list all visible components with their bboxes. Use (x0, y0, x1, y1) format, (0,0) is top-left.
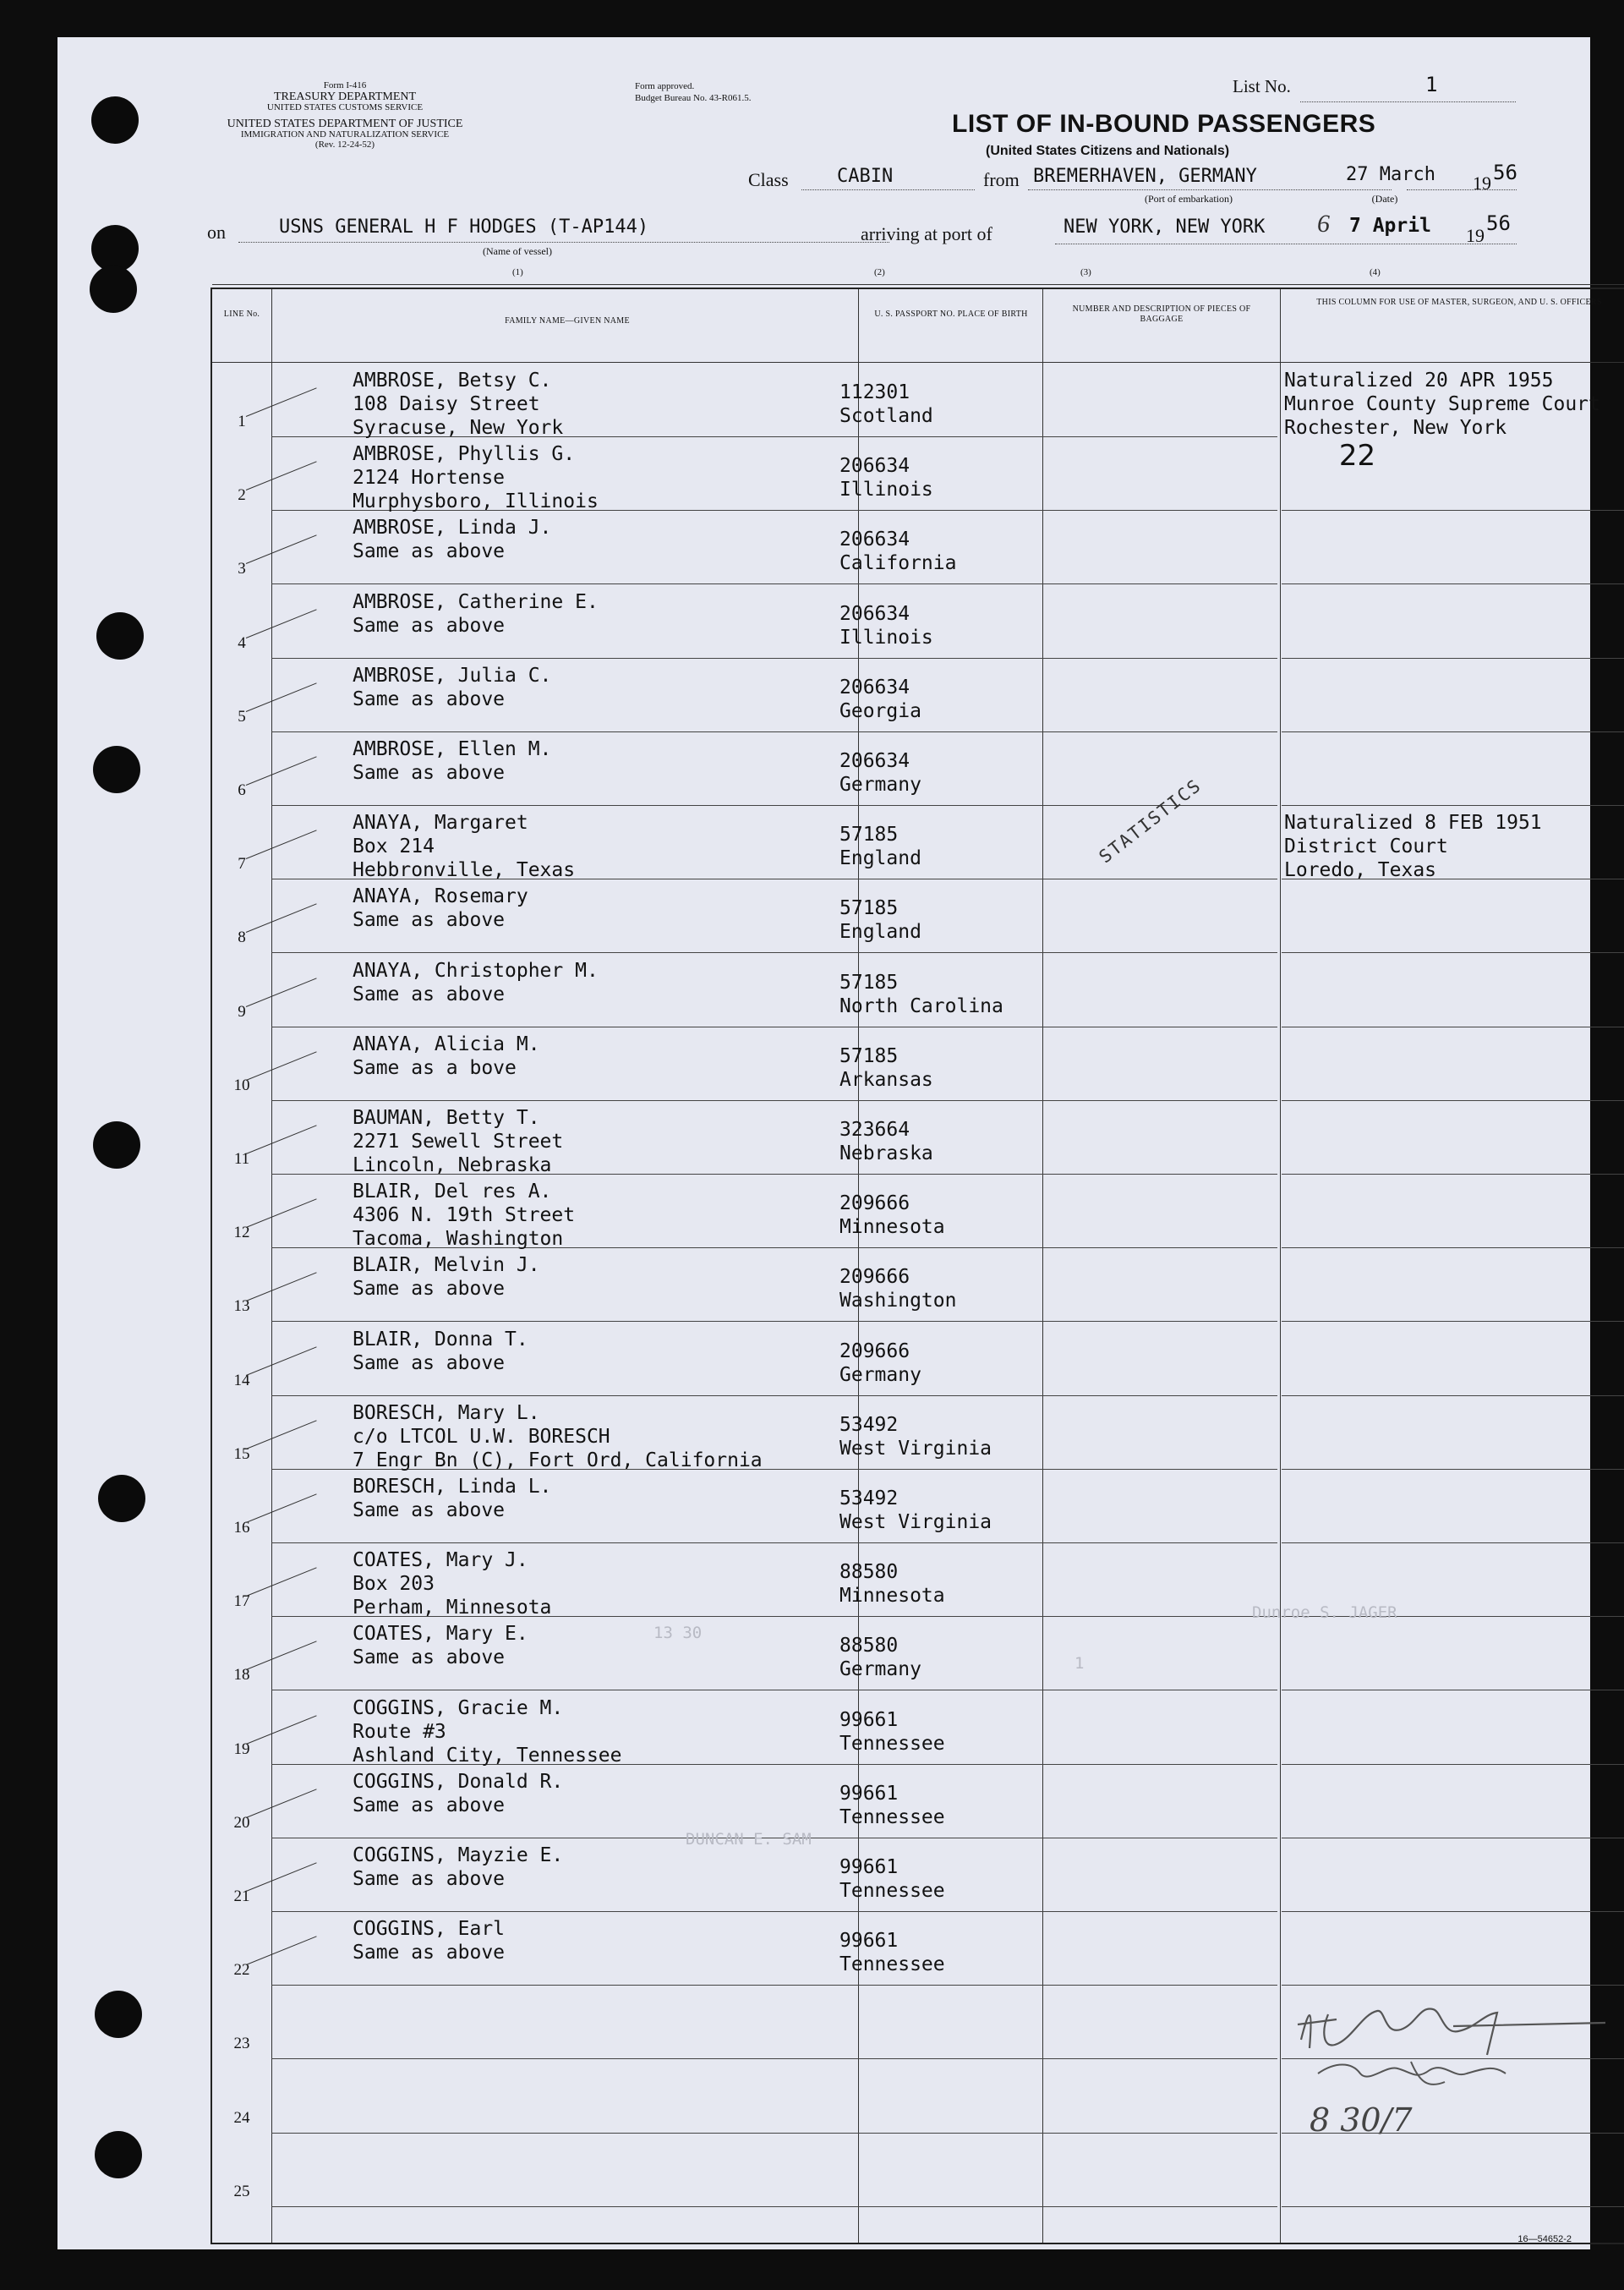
passenger-name: ANAYA, Christopher M. Same as above (353, 959, 599, 1005)
statistics-stamp: STATISTICS (1095, 775, 1206, 868)
officer-remarks: Naturalized 8 FEB 1951 District Court Loredo, Texas (1284, 812, 1542, 882)
line-number: 4 (238, 633, 246, 652)
from-label: from (983, 169, 1020, 190)
passport-and-birthplace: 53492 West Virginia (839, 1487, 992, 1533)
col-num-4: (4) (1370, 267, 1381, 277)
port-of-embarkation: BREMERHAVEN, GERMANY (1033, 166, 1257, 187)
passport-and-birthplace: 57185 England (839, 824, 921, 870)
passport-and-birthplace: 206634 California (839, 529, 957, 575)
line-number: 10 (233, 1076, 250, 1094)
line-number: 12 (233, 1224, 250, 1242)
line-number: 11 (233, 1150, 250, 1168)
table-row (212, 585, 1624, 659)
vessel-name: USNS GENERAL H F HODGES (T-AP144) (279, 216, 649, 238)
passenger-name: AMBROSE, Catherine E. Same as above (353, 590, 599, 637)
port-embark-caption: (Port of embarkation) (1145, 193, 1233, 205)
table-row (212, 954, 1624, 1027)
passport-and-birthplace: 99661 Tennessee (839, 1782, 945, 1828)
passport-and-birthplace: 99661 Tennessee (839, 1856, 945, 1902)
table-row (212, 1912, 1624, 1986)
line-number: 13 (233, 1297, 250, 1316)
form-agency-block (184, 81, 506, 151)
line-number: 22 (233, 1961, 250, 1980)
table-row (212, 659, 1624, 732)
table-row (212, 364, 1624, 437)
table-row (212, 1175, 1624, 1251)
passport-and-birthplace: 209666 Germany (839, 1339, 921, 1386)
binder-hole-icon (91, 96, 139, 144)
line-number: 7 (238, 855, 246, 874)
passenger-name: COGGINS, Donald R. Same as above (353, 1770, 564, 1816)
line-number: 17 (233, 1592, 250, 1611)
binder-hole-icon (93, 746, 140, 793)
binder-hole-icon (93, 1121, 140, 1169)
passport-and-birthplace: 323664 Nebraska (839, 1119, 933, 1164)
col-header-name: FAMILY NAME—GIVEN NAME (505, 316, 630, 326)
line-number: 25 (233, 2182, 250, 2200)
passenger-name: ANAYA, Margaret Box 214 Hebbronville, Texas (353, 812, 576, 882)
col-header-passport: U. S. PASSPORT NO. PLACE OF BIRTH (874, 310, 1028, 319)
line-number: 6 (238, 781, 246, 799)
class-label: Class (748, 169, 789, 190)
line-number: 18 (233, 1666, 250, 1685)
table-row (212, 732, 1624, 806)
table-row (212, 1543, 1624, 1617)
table-row (212, 1838, 1624, 1912)
passenger-name: COATES, Mary E. Same as above (353, 1623, 528, 1669)
budget-bureau-no: Budget Bureau No. 43-R061.5. (635, 93, 752, 103)
table-row (212, 1765, 1624, 1838)
passport-and-birthplace: 88580 Germany (839, 1635, 921, 1681)
col-header-baggage: NUMBER AND DESCRIPTION OF PIECES OF BAGGAGE (1072, 304, 1251, 324)
passenger-name: BLAIR, Donna T. Same as above (353, 1328, 528, 1374)
embark-year-prefix: 19 (1473, 173, 1491, 194)
officer-remarks: 22 (1284, 439, 1376, 474)
binder-hole-icon (98, 1475, 145, 1522)
line-number: 3 (238, 560, 246, 578)
justice-dept: UNITED STATES DEPARTMENT OF JUSTICE (227, 117, 463, 130)
passport-and-birthplace: 53492 West Virginia (839, 1413, 992, 1460)
line-number: 16 (233, 1519, 250, 1537)
treasury-dept: TREASURY DEPARTMENT (273, 90, 417, 103)
line-number: 9 (238, 1002, 246, 1021)
line-number: 20 (233, 1813, 250, 1832)
class-value: CABIN (837, 166, 894, 187)
revision-date: (Rev. 12-24-52) (314, 140, 375, 151)
binder-hole-icon (95, 2131, 142, 2178)
line-number: 2 (238, 486, 246, 505)
passport-and-birthplace: 206634 Illinois (839, 602, 933, 649)
list-no-label: List No. (1233, 76, 1291, 96)
passenger-name: AMBROSE, Ellen M. Same as above (353, 738, 552, 784)
passenger-name: BLAIR, Melvin J. Same as above (353, 1254, 540, 1301)
table-row (212, 1617, 1624, 1690)
passport-and-birthplace: 57185 Arkansas (839, 1044, 933, 1091)
passenger-name: AMBROSE, Julia C. Same as above (353, 664, 552, 710)
passport-and-birthplace: 209666 Minnesota (839, 1192, 945, 1239)
passport-and-birthplace: 206634 Georgia (839, 676, 921, 722)
table-row (212, 1470, 1624, 1543)
form-number: Form I-416 (323, 80, 367, 90)
table-row (212, 806, 1624, 882)
document-page (57, 37, 1602, 2249)
col-header-line-no: LINE No. (223, 310, 260, 319)
port-of-arrival: NEW YORK, NEW YORK (1064, 216, 1266, 238)
line-number: 23 (233, 2035, 250, 2053)
passenger-name: AMBROSE, Phyllis G. 2124 Hortense Murphysboro, Illinois (353, 443, 599, 513)
col-header-officers: THIS COLUMN FOR USE OF MASTER, SURGEON, AND U. S. OFFICERS (1316, 298, 1602, 307)
date-caption: (Date) (1371, 193, 1398, 205)
embark-year: 56 (1493, 161, 1517, 184)
page-title: LIST OF IN-BOUND PASSENGERS (952, 110, 1376, 138)
table-row (212, 1027, 1624, 1101)
on-label: on (207, 222, 226, 243)
passenger-table: LINE No. FAMILY NAME—GIVEN NAME U. S. PASSPORT NO. PLACE OF BIRTH NUMBER AND DESCRIPTION OF PIECES OF BAGGAGE THIS COLUMN FOR USE OF MASTER, SURGEON, AND U. S. OFFICERS 1 AMBROSE, Betsy C. 108 Daisy Street Syracuse, New York 112301 Scotland Naturalized 20 APR 1955 Munroe County Supreme Court Rochester, New York 2 AMBROSE, Phyllis G. 2124 Hortense Murphysboro, Illinois 206634 Illinois 22 3 AMBROSE, Linda J. Same as above 206634 California 4 AMBROSE, Catherine E. Same as above 206634 Illinois 5 AMBROSE, Julia C. Same as above 206634 Georgia 6 AMBROSE, Ellen M. Same as above 206634 Germany 7 ANAYA, Margaret Box 214 Hebbronville, Texas 57185 England Naturalized 8 FEB 1951 District Court Loredo, Texas 8 ANAYA, Rosemary Same as above 57185 England 9 ANAYA, Christopher M. Same as above 57185 North Carolina 10 ANAYA, Alicia M. Same as a bove 57185 Arkansas 11 BAUMAN, Betty T. 2271 Sewell Street Lincoln, Nebraska 323664 Nebraska 12 BLAIR, Del res A. 4306 N. 19th Street Tacoma, Washington 209666 Minnesota 13 BLAIR, Melvin J. Same as above 209666 Washington 14 BLAIR, Donna T. Same as above 209666 Germany 15 BORESCH, Mary L. c/o LTCOL U.W. BORESCH 7 Engr Bn (C), Fort Ord, California 53492 West Virginia 16 BORESCH, Linda L. Same as above 53492 West Virginia 17 COATES, Mary J. Box 203 Perham, Minnesota 88580 Minnesota 18 COATES, Mary E. Same as above 88580 Germany 19 COGGINS, Gracie M. Route #3 Ashland City, Tennessee 99661 Tennessee 20 COGGINS, Donald R. Same as above 99661 Tennessee 21 COGGINS, Mayzie E. Same as above 99661 Tennessee 22 COGGINS, Earl Same as above 99661 Tennessee 23 24 25 STATISTICS Dunroe S. JAGER 1 13 30 DUNCAN E. SAM 8 30/7 (211, 288, 1624, 2244)
line-number: 24 (233, 2108, 250, 2127)
col-num-1: (1) (512, 267, 523, 277)
arrival-hand-mark: 6 (1317, 210, 1330, 238)
line-number: 8 (238, 929, 246, 947)
passenger-name: BORESCH, Linda L. Same as above (353, 1476, 552, 1521)
passport-and-birthplace: 57185 North Carolina (839, 971, 1003, 1017)
officer-remarks: Naturalized 20 APR 1955 Munroe County Supreme Court Rochester, New York (1284, 370, 1600, 439)
table-row (212, 437, 1624, 511)
line-number: 15 (233, 1444, 250, 1463)
table-row (212, 1323, 1624, 1396)
passport-and-birthplace: 57185 England (839, 897, 921, 944)
arrival-date: 7 April (1349, 215, 1431, 237)
passport-and-birthplace: 88580 Minnesota (839, 1561, 945, 1608)
line-number: 14 (233, 1371, 250, 1389)
passport-and-birthplace: 206634 Illinois (839, 455, 933, 501)
passenger-name: AMBROSE, Linda J. Same as above (353, 517, 552, 563)
arrival-year-prefix: 19 (1466, 225, 1485, 246)
passenger-name: COATES, Mary J. Box 203 Perham, Minnesota (353, 1549, 552, 1619)
arriving-label: arriving at port of (861, 223, 992, 244)
handwritten-note: 8 30/7 (1310, 2101, 1413, 2139)
passenger-name: ANAYA, Alicia M. Same as a bove (353, 1033, 540, 1079)
table-row (212, 511, 1624, 584)
line-number: 21 (233, 1887, 250, 1905)
embark-date: 27 March (1346, 164, 1435, 185)
line-number: 19 (233, 1739, 250, 1758)
vessel-caption: (Name of vessel) (483, 245, 552, 257)
passport-and-birthplace: 112301 Scotland (839, 381, 933, 427)
form-footer-code: 16—54652-2 (1517, 2234, 1572, 2244)
table-row (212, 1248, 1624, 1322)
passenger-name: COGGINS, Mayzie E. Same as above (353, 1844, 564, 1890)
ins-service: IMMIGRATION AND NATURALIZATION SERVICE (240, 129, 450, 140)
binder-hole-icon (95, 1991, 142, 2038)
col-num-2: (2) (874, 267, 885, 277)
arrival-year: 56 (1486, 211, 1511, 235)
line-number: 1 (238, 413, 246, 430)
passenger-name: BORESCH, Mary L. c/o LTCOL U.W. BORESCH 7 Engr Bn (C), Fort Ord, California (353, 1401, 763, 1471)
page-subtitle: (United States Citizens and Nationals) (986, 144, 1230, 158)
passenger-name: COGGINS, Gracie M. Route #3 Ashland City, Tennessee (353, 1696, 622, 1767)
passenger-name: AMBROSE, Betsy C. 108 Daisy Street Syracuse, New York (353, 370, 564, 439)
passenger-name: BLAIR, Del res A. 4306 N. 19th Street Tacoma, Washington (353, 1181, 576, 1251)
list-no-value: 1 (1425, 73, 1438, 96)
binder-hole-icon (90, 266, 137, 313)
table-row (212, 1691, 1624, 1765)
passenger-name: ANAYA, Rosemary Same as above (353, 885, 528, 932)
table-row (212, 879, 1624, 953)
passport-and-birthplace: 206634 Germany (839, 750, 921, 796)
passport-and-birthplace: 209666 Washington (839, 1266, 957, 1312)
customs-service: UNITED STATES CUSTOMS SERVICE (266, 102, 424, 113)
passport-and-birthplace: 99661 Tennessee (839, 1930, 945, 1976)
form-approved: Form approved. (635, 81, 695, 91)
passenger-name: COGGINS, Earl Same as above (353, 1918, 506, 1964)
passport-and-birthplace: 99661 Tennessee (839, 1708, 945, 1755)
signature-icon (1284, 1980, 1622, 2234)
table-row (212, 1101, 1624, 1175)
col-num-3: (3) (1080, 267, 1091, 277)
table-row (212, 1396, 1624, 1470)
line-number: 5 (238, 707, 246, 726)
passenger-name: BAUMAN, Betty T. 2271 Sewell Street Lincoln, Nebraska (353, 1107, 564, 1176)
binder-hole-icon (96, 612, 144, 660)
